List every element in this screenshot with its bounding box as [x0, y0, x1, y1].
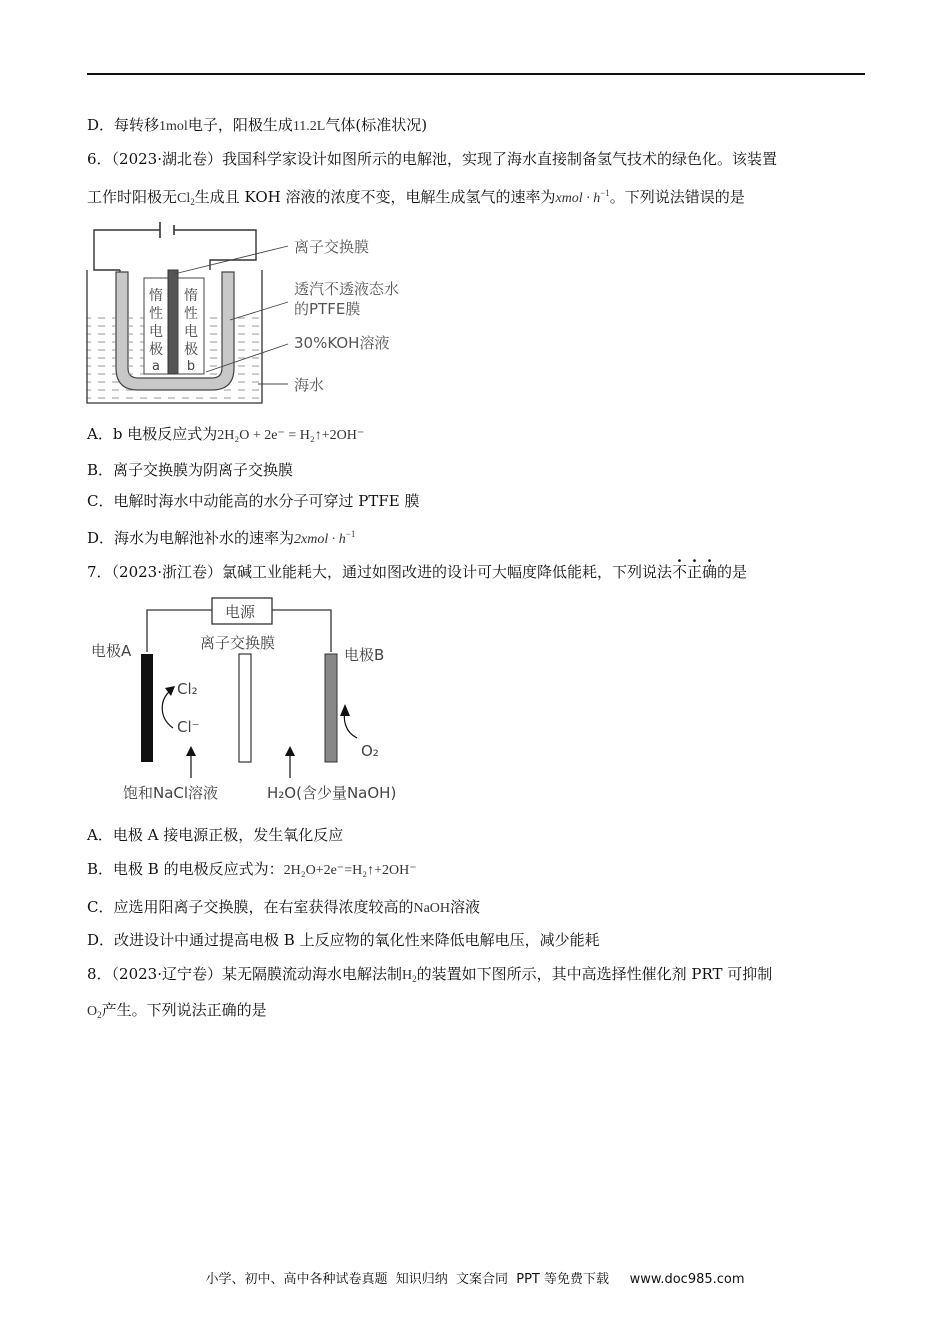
electrode-b-char: 极 — [184, 342, 198, 358]
q8-stem-line2: $O_2$产生。下列说法正确的是 — [87, 1001, 267, 1020]
q7-option-b: B．电极 B 的电极反应式为：2H₂O+2e⁻=H₂↑+2OH⁻ — [87, 860, 417, 878]
q7-option-d: D．改进设计中通过提高电极 B 上反应物的氧化性来降低电解电压，减少能耗 — [87, 931, 600, 949]
q7-option-a: A．电极 A 接电源正极，发生氧化反应 — [87, 826, 344, 844]
q6-option-d: D．海水为电解池补水的速率为2xmol · $h^{-1}$ — [87, 529, 356, 547]
label-cl2: Cl₂ — [177, 680, 198, 698]
electrode-b-char: 性 — [184, 306, 198, 322]
electrode-a-char: 性 — [149, 306, 163, 322]
label-membrane: 离子交换膜 — [200, 634, 276, 652]
electrode-b-char: b — [186, 359, 196, 374]
ion-exchange-membrane — [168, 270, 178, 374]
q7-chlor-alkali-diagram — [85, 592, 425, 810]
q5-option-d: D．每转移1mol电子，阳极生成11.2L气体(标准状况) — [87, 116, 428, 134]
q7-option-c: C．应选用阳离子交换膜，在右室获得浓度较高的NaOH溶液 — [87, 898, 481, 916]
label-left-solution: 饱和NaCl溶液 — [123, 784, 219, 802]
label-cl-ion: Cl⁻ — [177, 718, 200, 736]
label-koh: 30%KOH溶液 — [294, 334, 390, 352]
q6-option-b: B．离子交换膜为阴离子交换膜 — [87, 461, 294, 479]
q7-stem: 7．（2023·浙江卷）氯碱工业能耗大，通过如图改进的设计可大幅度降低能耗，下列说法不正确的是 — [87, 563, 748, 581]
label-right-solution: H₂O(含少量NaOH) — [267, 784, 397, 802]
label-seawater: 海水 — [294, 376, 325, 394]
q6-stem-line1: 6．（2023·湖北卷）我国科学家设计如图所示的电解池，实现了海水直接制备氢气技术的绿色化。该装置 — [87, 150, 777, 168]
q6-stem-line2: 工作时阳极无$Cl_2$生成且 KOH 溶液的浓度不变，电解生成氢气的速率为xmol · $h^{-1}$。下列说法错误的是 — [87, 188, 745, 207]
electrode-a — [141, 654, 153, 762]
q6-electrolysis-diagram — [82, 210, 412, 410]
ion-exchange-membrane — [239, 654, 251, 762]
q6-option-a: A．b 电极反应式为2H₂O + 2e⁻ = H₂↑+2OH⁻ — [87, 425, 365, 443]
circuit-wire-left — [94, 230, 160, 270]
electrode-b-char: 电 — [184, 324, 198, 340]
label-power: 电源 — [225, 603, 256, 621]
q8-stem-line1: 8．（2023·辽宁卷）某无隔膜流动海水电解法制$H_2$的装置如下图所示，其中高选择性催化剂 PRT 可抑制 — [87, 965, 773, 984]
label-ptfe-1: 透汽不透液态水 — [294, 280, 400, 298]
wire-right — [272, 610, 331, 652]
electrode-b — [325, 654, 337, 762]
electrode-a-char: 惰 — [149, 288, 163, 304]
label-electrode-b: 电极B — [344, 646, 385, 664]
electrode-a-char: a — [152, 359, 160, 374]
electrode-b-char: 惰 — [184, 288, 198, 304]
page-footer: 小学、初中、高中各种试卷真题 知识归纳 文案合同 PPT 等免费下载 www.doc985.com — [205, 1272, 745, 1287]
q6-option-c: C．电解时海水中动能高的水分子可穿过 PTFE 膜 — [87, 492, 420, 510]
label-ptfe-2: 的PTFE膜 — [294, 300, 361, 318]
label-membrane: 离子交换膜 — [294, 238, 370, 256]
electrode-a-char: 电 — [149, 324, 163, 340]
leader-membrane — [174, 246, 288, 274]
cl-oxidation-arrow — [162, 690, 173, 728]
label-electrode-a: 电极A — [91, 642, 132, 660]
label-o2: O₂ — [361, 742, 379, 760]
header-rule — [87, 73, 865, 75]
electrode-a-char: 极 — [149, 342, 163, 358]
